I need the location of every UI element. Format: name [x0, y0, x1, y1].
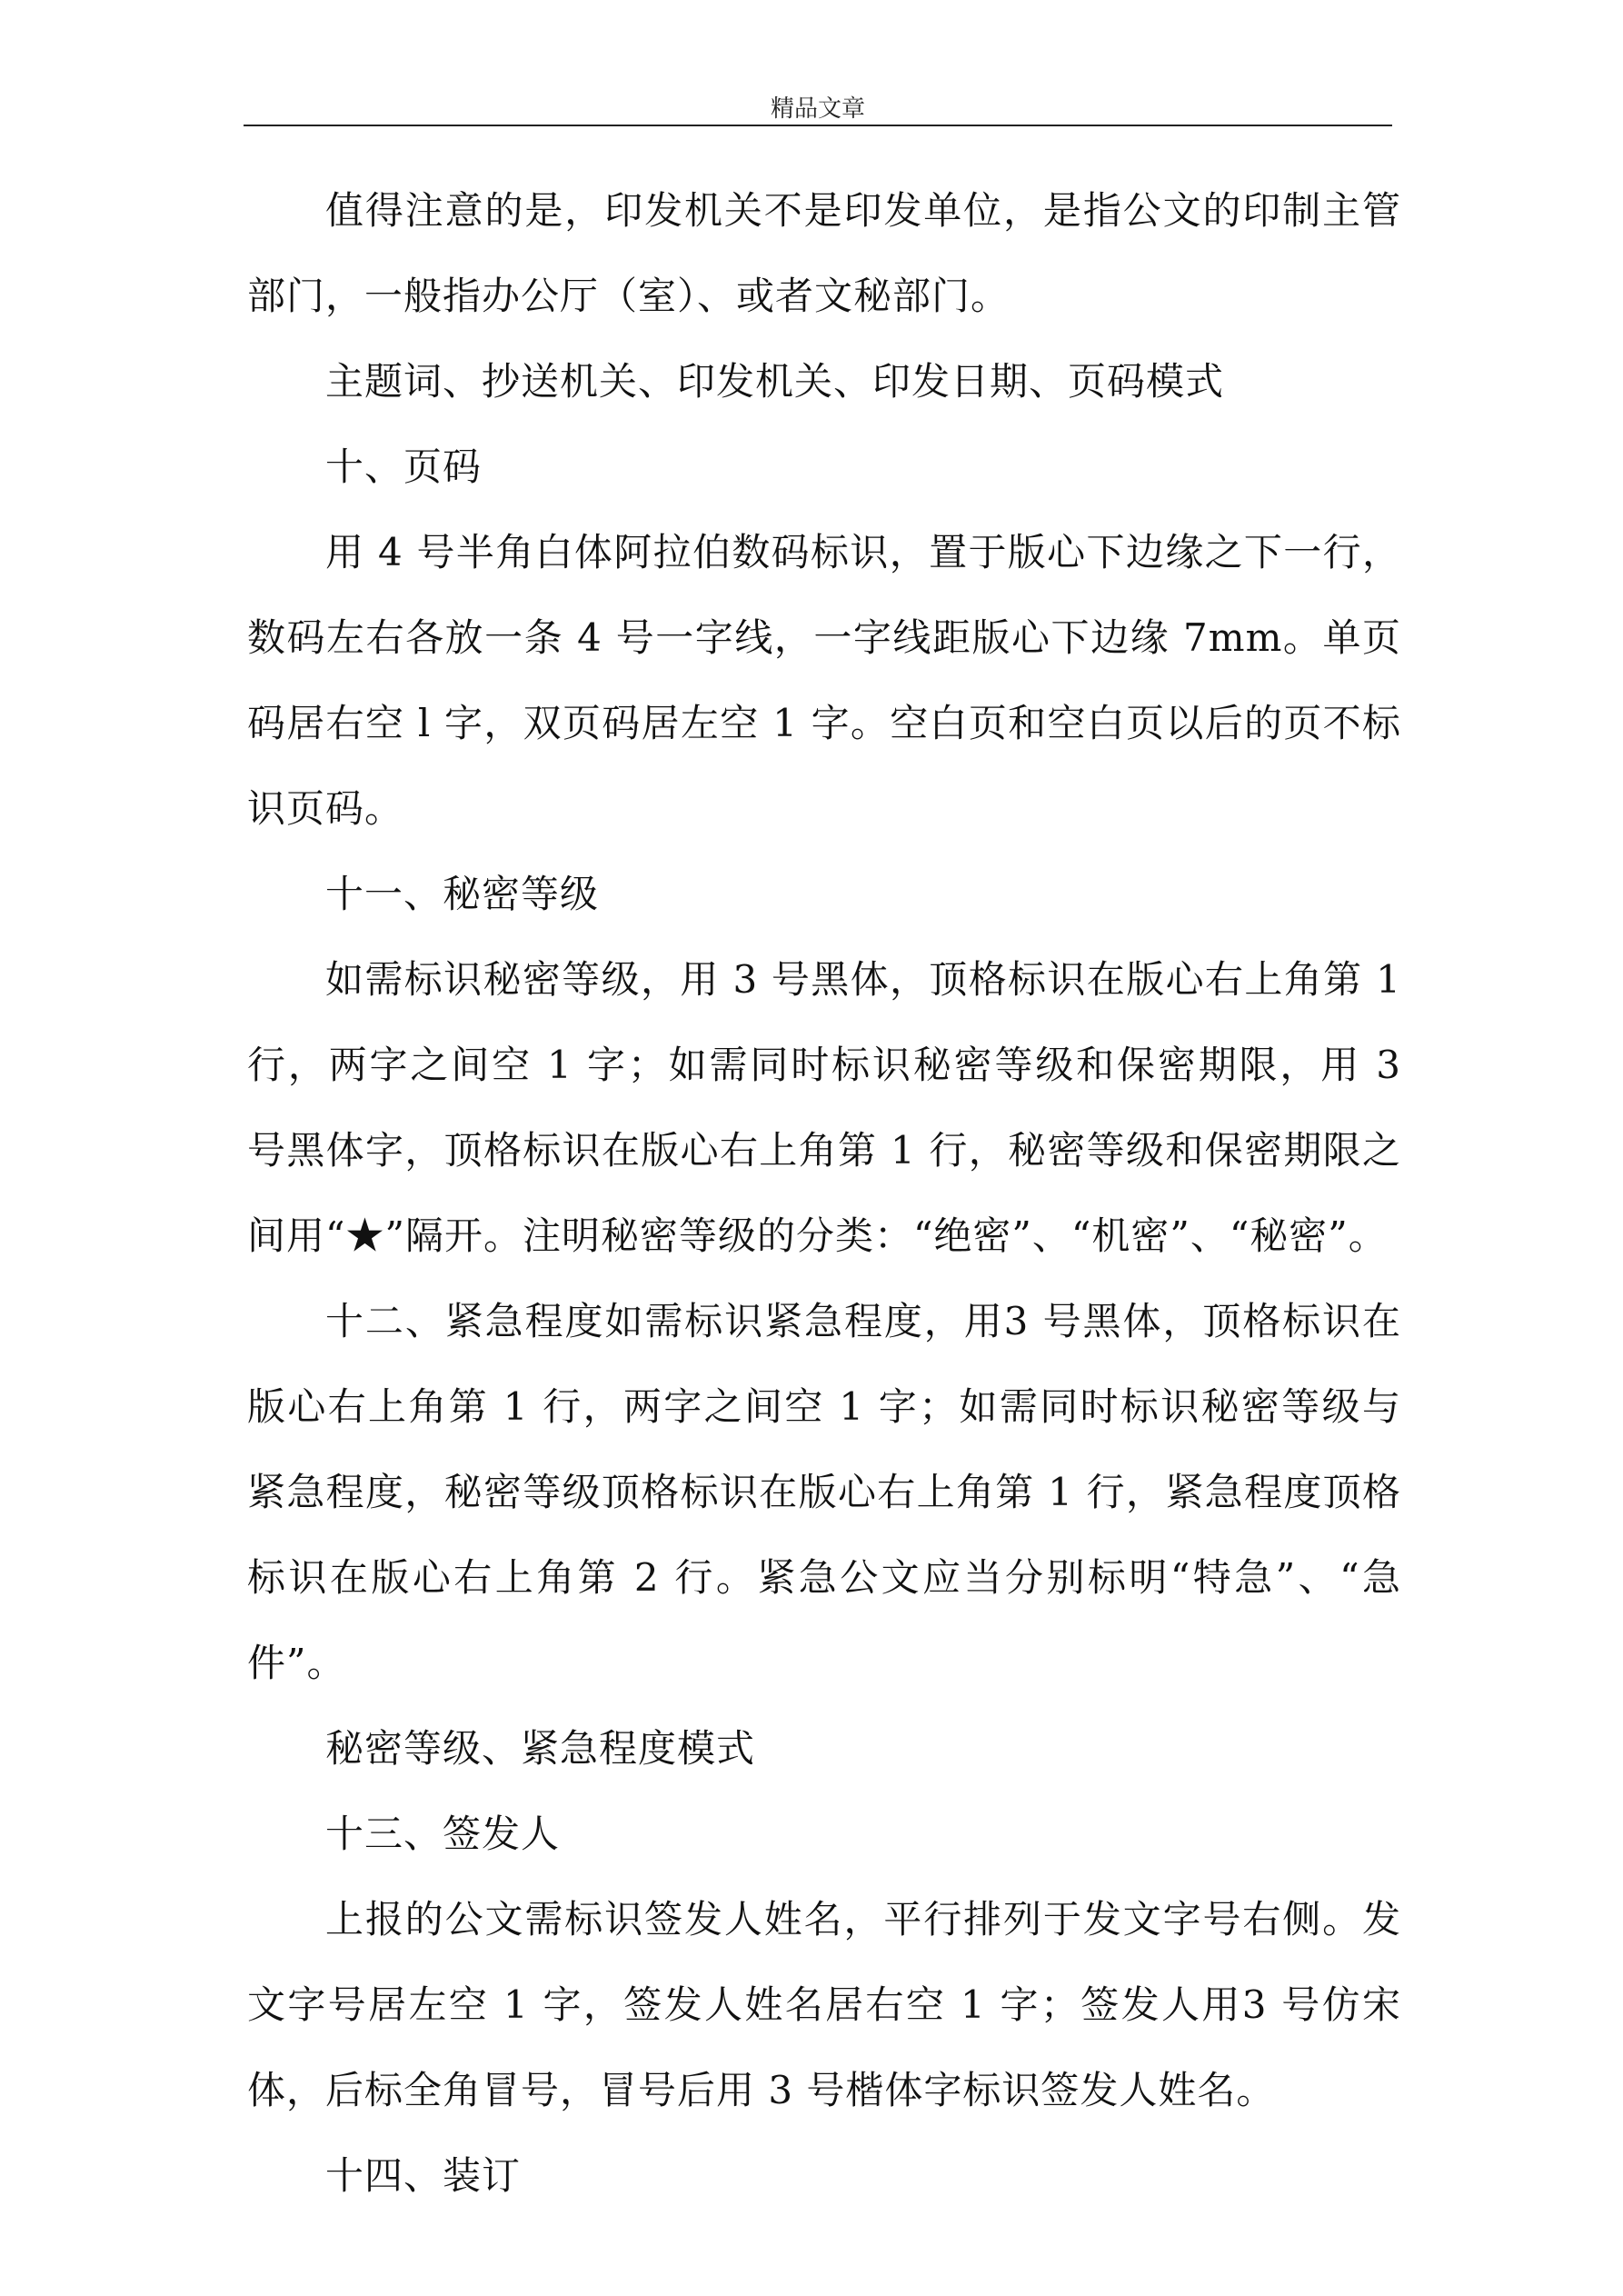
page-header: 精品文章	[770, 95, 865, 123]
paragraph-issuing-office-note: 值得注意的是，印发机关不是印发单位，是指公文的印制主管部门，一般指办公厅（室）、或者文秘部门。	[247, 188, 1401, 318]
section-heading-binding: 十四、装订	[325, 2153, 522, 2198]
document-body	[247, 168, 1401, 2219]
section-heading-security-level: 十一、秘密等级	[325, 872, 600, 916]
paragraph-page-number-rules: 用 4 号半角白体阿拉伯数码标识，置于版心下边缘之下一行，数码左右各放一条 4 号一字线，一字线距版心下边缘 7mm。单页码居右空 l 字，双页码居左空 1 字。空白页和空白页以后的页不标识页码。	[247, 530, 1401, 831]
header-divider	[244, 125, 1392, 126]
paragraph-keywords-template: 主题词、抄送机关、印发机关、印发日期、页码模式	[325, 359, 1225, 404]
paragraph-security-urgency-template: 秘密等级、紧急程度模式	[325, 1726, 756, 1771]
paragraph-urgency-rules: 十二、紧急程度如需标识紧急程度，用3 号黑体，顶格标识在版心右上角第 1 行，两字之间空 1 字；如需同时标识秘密等级与紧急程度，秘密等级顶格标识在版心右上角第 1 行，紧急程度顶格标识在版心右上角第 2 行。紧急公文应当分别标明“特急”、“急件”。	[247, 1299, 1401, 1685]
paragraph-signer-rules: 上报的公文需标识签发人姓名，平行排列于发文字号右侧。发文字号居左空 1 字，签发人姓名居右空 1 字；签发人用3 号仿宋体，后标全角冒号，冒号后用 3 号楷体字标识签发人姓名。	[247, 1897, 1401, 2112]
section-heading-page-number: 十、页码	[325, 444, 483, 489]
section-heading-signer: 十三、签发人	[325, 1812, 561, 1856]
paragraph-security-level-rules: 如需标识秘密等级，用 3 号黑体，顶格标识在版心右上角第 1 行，两字之间空 1 字；如需同时标识秘密等级和保密期限，用 3 号黑体字，顶格标识在版心右上角第 1 行，秘密等级和保密期限之间用“★”隔开。注明秘密等级的分类：“绝密”、“机密”、“秘密”。	[247, 957, 1401, 1258]
